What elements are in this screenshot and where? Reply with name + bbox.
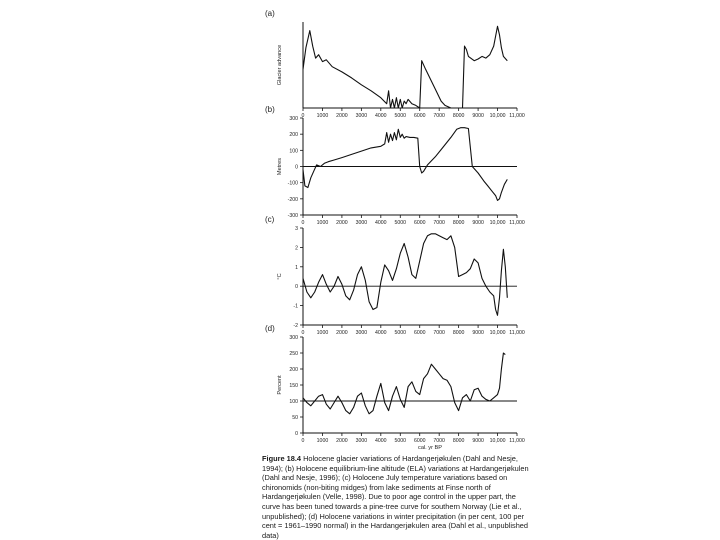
- y-tick-label: 250: [289, 351, 298, 357]
- x-tick-label: 8000: [452, 220, 465, 226]
- x-axis-title: cal. yr BP: [418, 445, 442, 451]
- x-tick-label: 3000: [355, 438, 368, 444]
- x-tick-label: 5000: [394, 113, 407, 119]
- x-tick-label: 4000: [375, 438, 387, 444]
- x-tick-label: 0: [301, 220, 305, 226]
- panel-label: (b): [265, 105, 275, 114]
- x-tick-label: 11,000: [509, 438, 525, 444]
- y-tick-label: 1: [295, 264, 298, 271]
- panel-label: (d): [265, 324, 275, 333]
- x-tick-label: 2000: [336, 438, 348, 444]
- x-tick-label: 5000: [394, 220, 407, 226]
- x-tick-label: 7000: [433, 220, 445, 226]
- x-tick-label: 2000: [336, 330, 348, 336]
- x-tick-label: 9000: [472, 438, 484, 444]
- x-tick-label: 8000: [452, 113, 465, 119]
- x-tick-label: 5000: [394, 330, 407, 336]
- panel-label: (a): [265, 9, 275, 18]
- x-tick-label: 7000: [433, 438, 445, 444]
- y-tick-label: -200: [287, 196, 298, 203]
- x-tick-label: 4000: [375, 330, 387, 336]
- x-tick-label: 4000: [375, 220, 387, 226]
- y-tick-label: 150: [289, 383, 298, 389]
- x-tick-label: 3000: [355, 220, 368, 226]
- y-tick-label: -300: [287, 213, 298, 219]
- series-line: [303, 234, 507, 315]
- x-tick-label: 2000: [336, 220, 348, 226]
- x-tick-label: 11,000: [509, 113, 525, 119]
- caption-text: Holocene glacier variations of Hardangerjøkulen (Dahl and Nesje, 1994); (b) Holocene equilibrium-line altitude (ELA) variations at Hardangerjøkulen (Dahl and Nesje, 1996); (c) Holocene July temperature variations based on chironomids (non-biting midges) from lake sediments at Finse north of Hardangerjøkulen (Velle, 1998). Due to poor age control in the upper part, the curve has been tuned towards a pine-tree curve for southern Norway (Lie et al., unpublished); (d) Holocene variations in winter precipitation (in per cent, 100 per cent = 1961–1990 normal) in the Hardangerjøkulen area (Dahl et al., unpublished data): [262, 454, 529, 540]
- x-tick-label: 1000: [316, 330, 329, 336]
- y-tick-label: -100: [287, 180, 298, 187]
- y-tick-label: -2: [293, 323, 298, 329]
- y-tick-label: 200: [289, 132, 298, 139]
- x-tick-label: 10,000: [489, 438, 506, 444]
- y-axis-title: Percent: [277, 375, 283, 395]
- y-tick-label: 300: [289, 116, 298, 122]
- y-tick-label: 0: [295, 284, 298, 291]
- x-tick-label: 1000: [316, 220, 329, 226]
- y-tick-label: 300: [289, 335, 298, 341]
- x-tick-label: 4000: [375, 113, 387, 119]
- x-tick-label: 10,000: [489, 220, 506, 226]
- x-tick-label: 6000: [413, 330, 426, 336]
- x-tick-label: 6000: [413, 438, 426, 444]
- y-axis-title: °C: [277, 273, 283, 280]
- x-tick-label: 0: [301, 330, 305, 336]
- series-line: [303, 353, 505, 414]
- x-tick-label: 5000: [394, 438, 407, 444]
- y-axis-title: Glacier advance: [277, 44, 283, 86]
- x-tick-label: 7000: [433, 113, 445, 119]
- x-tick-label: 6000: [413, 220, 426, 226]
- x-tick-label: 8000: [452, 438, 465, 444]
- x-tick-label: 3000: [355, 113, 368, 119]
- x-tick-label: 9000: [472, 113, 484, 119]
- y-tick-label: 100: [289, 148, 298, 155]
- y-tick-label: 100: [289, 399, 298, 405]
- y-tick-label: 2: [295, 245, 298, 252]
- x-tick-label: 1000: [316, 438, 329, 444]
- panel-label: (c): [265, 215, 275, 224]
- x-tick-label: 1000: [316, 113, 329, 119]
- x-tick-label: 8000: [452, 330, 465, 336]
- x-tick-label: 9000: [472, 330, 484, 336]
- y-axis-title: Metres: [277, 157, 283, 176]
- x-tick-label: 6000: [413, 113, 426, 119]
- x-tick-label: 10,000: [489, 330, 506, 336]
- y-tick-label: 0: [295, 164, 298, 171]
- caption-label: Figure 18.4: [262, 454, 302, 463]
- x-tick-label: 9000: [472, 220, 484, 226]
- series-line: [303, 128, 507, 201]
- y-tick-label: 3: [295, 226, 298, 232]
- x-tick-label: 11,000: [509, 220, 525, 226]
- y-tick-label: 50: [292, 415, 298, 421]
- x-tick-label: 0: [301, 438, 305, 444]
- x-tick-label: 10,000: [489, 113, 506, 119]
- x-tick-label: 2000: [336, 113, 348, 119]
- figure-caption: [262, 454, 532, 540]
- y-tick-label: -1: [293, 303, 298, 310]
- x-tick-label: 7000: [433, 330, 445, 336]
- x-tick-label: 3000: [355, 330, 368, 336]
- series-line: [303, 26, 507, 108]
- x-tick-label: 0: [301, 113, 305, 119]
- y-tick-label: 200: [289, 367, 298, 373]
- y-tick-label: 0: [295, 431, 298, 437]
- x-tick-label: 11,000: [509, 330, 525, 336]
